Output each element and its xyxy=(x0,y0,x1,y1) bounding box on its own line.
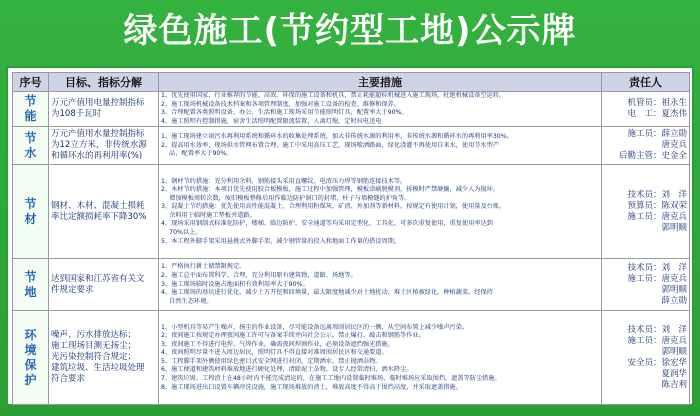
measures-cell xyxy=(159,127,602,165)
goal-cell-line: 为108千瓦时 xyxy=(51,109,102,120)
goal-cell-line: 建筑垃圾、生活垃圾处理 xyxy=(51,363,145,374)
goal-cell-line: 和循环水的再利用率(%) xyxy=(51,151,143,162)
measures-cell-line: 增加模板周转次数，废旧模板整修后用作临边防护洞口的封堵、柱子与墙模缝的护角等。 xyxy=(161,194,411,202)
measures-cell-line: 8、施工现场进出口设置车辆冲洗设施，施工现场堆放的渣土，堆放高度不得高于围挡高度，并采取遮盖措施。 xyxy=(161,383,462,391)
responsible-cell-line: 郭明顺 xyxy=(661,346,687,357)
responsible-cell-line: 施工员：唐克兵 xyxy=(627,273,687,284)
measures-cell-line: 3、施工现场临时设施占地面积有效利用率大于90%。 xyxy=(161,280,309,288)
measures-cell-line: 品，配置率大于90%。 xyxy=(161,150,233,158)
goal-cell-line: 万元产值用水量控制指标 xyxy=(51,129,145,140)
measures-cell-line: 1、优先使用国家、行业推荐的节能、高效、环保的施工设备和机具，禁止耗能超标机械进入施工现场，杜绝机械设备空运转。 xyxy=(161,92,506,99)
measures-cell-line: 7、建筑垃圾、工程渣土在48小时内不能完成清运的，在施工工地内设置临时堆场，临时堆场应采取围挡、遮盖等防尘措施。 xyxy=(161,375,501,383)
goal-cell-line: 钢材、木材、混凝土损耗 xyxy=(51,200,145,211)
measures-cell xyxy=(159,165,602,259)
category-cell-line: 保 xyxy=(24,357,37,372)
responsible-cell xyxy=(602,165,690,259)
responsible-cell-line: 郭明顺 xyxy=(661,222,687,233)
responsible-cell-line: 施工员：唐克兵 xyxy=(627,211,687,222)
responsible-cell-line: 陈吉利 xyxy=(661,379,687,390)
category-cell xyxy=(13,127,49,165)
category-cell-line: 节 xyxy=(24,130,37,145)
table-header-row xyxy=(13,73,690,92)
responsible-cell xyxy=(602,259,690,311)
category-cell-line: 护 xyxy=(24,372,37,387)
goal-cell-line: 噪声、污水排放达标； xyxy=(51,330,137,341)
header-no: 序号 xyxy=(13,73,49,92)
measures-cell xyxy=(159,92,602,127)
responsible-cell-line: 安全员：徐宏华 xyxy=(627,357,687,368)
responsible-cell-line: 后勤主管：史金全 xyxy=(618,151,687,162)
goal-cell xyxy=(49,92,159,127)
responsible-cell-line: 技术员：刘 洋 xyxy=(627,324,687,335)
measures-cell-line: 5、本工程外脚手架采用悬挑式外脚手架，减少钢管量的投入和地面工作量的搭设周期。 xyxy=(161,237,401,245)
responsible-cell-line: 技术员：刘 洋 xyxy=(627,189,687,200)
goal-cell-line: 施工现场目测无扬尘； xyxy=(51,341,137,352)
responsible-cell xyxy=(602,311,690,405)
category-cell-line: 境 xyxy=(24,342,37,357)
category-cell xyxy=(13,165,49,259)
responsible-cell-line: 唐克兵 xyxy=(661,140,687,151)
measures-cell-line: 1、施工现场建立雨污水再利用系统和循环水的收集处理系统，加大非传统水源的利用率，非传统水源和循环水的再利用率30%。 xyxy=(161,132,513,140)
measures-cell-line: 2、夜间施工按规定办理夜间施工许可与备案手续并向社会公示，禁止爆打、敲击和钢筋等作业。 xyxy=(161,332,425,340)
measures-cell-line: 5、工程脚手架外侧使用绿色密目式安全网进行封闭，定期洒水，禁止抛洒杂物。 xyxy=(161,357,382,365)
goal-cell xyxy=(49,127,159,165)
board-title: 绿色施工(节约型工地)公示牌 xyxy=(123,11,577,51)
measures-cell-line: 4、施工照明有控制措施，宿舍生活照明配置限流装置，人离灯熄，定时拉电送电 xyxy=(161,117,382,125)
measures-cell-line: 1、严格执行耕土储禁限规定。 xyxy=(161,263,246,271)
header-resp: 责任人 xyxy=(602,73,690,92)
header-goal: 目标、指标分解 xyxy=(49,73,159,92)
category-cell-line: 节 xyxy=(24,269,37,284)
category-cell-line: 水 xyxy=(24,145,37,160)
category-cell-line: 材 xyxy=(24,211,37,226)
measures-cell xyxy=(159,311,602,405)
goal-cell-line: 符合要求 xyxy=(51,374,86,385)
responsible-cell-line: 郭明顺 xyxy=(661,284,687,295)
green-construction-table xyxy=(12,72,690,405)
goal-cell-line: 件规定要求 xyxy=(51,284,94,295)
responsible-cell-line: 机管员：祖永生 xyxy=(627,98,687,109)
goal-cell-line: 率比定额损耗率下降30% xyxy=(51,211,147,222)
category-cell-line: 节 xyxy=(24,94,37,109)
category-cell xyxy=(13,259,49,311)
measures-cell-line: 4、夜间照明尽量不进入周边居民，照明灯具不得直接对准周围居民区和交通要道。 xyxy=(161,349,388,357)
table-row xyxy=(13,165,690,259)
category-cell xyxy=(13,92,49,127)
goal-cell-line: 光污染控制符合规定； xyxy=(51,352,137,363)
responsible-cell-line: 预算员：陈双荣 xyxy=(627,200,687,211)
table-row xyxy=(13,259,690,311)
measures-cell-line: 余料用于临时施工垫板并道路。 xyxy=(161,211,256,219)
goal-cell xyxy=(49,259,159,311)
table-row xyxy=(13,311,690,405)
responsible-cell-line: 施工员：薛立勋 xyxy=(627,129,687,140)
measures-cell-line: 4、施工现场的基坑进行优化，减少土方开挖和回填量，最大限度地减少对土地扰动，堆土区植被绿化，种植蔬菜，经保持 xyxy=(161,289,493,297)
category-cell-line: 地 xyxy=(24,284,37,299)
goal-cell xyxy=(49,311,159,405)
measures-cell-line: 3、合理配置各类照明设备，办公、生活和施工现场采用节能照明灯具，配置率大于90%。 xyxy=(161,109,408,117)
measures-cell-line: 4、现场采用钢制式标准化防护，楼梯、临边防护、安全通道等均采用定型化、工具化、可多次重复使用，重复使用率达到 xyxy=(161,220,493,228)
category-cell-line: 节 xyxy=(24,196,37,211)
category-cell-line: 环 xyxy=(24,327,37,342)
responsible-cell-line: 施工员：唐克兵 xyxy=(627,335,687,346)
header-measures: 主要措施 xyxy=(159,73,602,92)
table-row xyxy=(13,92,690,127)
goal-cell-line: 万元产值用电量控制指标 xyxy=(51,98,145,109)
goal-cell xyxy=(49,165,159,259)
responsible-cell-line: 薛立勋 xyxy=(661,295,687,306)
measures-cell-line: 2、施工总平面布置科学、合理，充分利用原有建筑物、道路、场地等。 xyxy=(161,271,357,279)
measures-cell-line: 3、夜间施工不得进行电焊、气焊作业，确需夜间焊割作业，必须设备遮挡强光措施。 xyxy=(161,340,394,348)
measures-cell xyxy=(159,259,602,311)
responsible-cell xyxy=(602,92,690,127)
table-row xyxy=(13,127,690,165)
measures-cell-line: 2、施工现场机械设备技术档案和各项管理制度，加强对施工设备的检查、维修和保养。 xyxy=(161,100,401,108)
measures-cell-line: 1、钢材节约措施：充分利用余料，钢筋接头采用直螺纹、电渣压力焊等钢筋连接技术等。 xyxy=(161,177,407,185)
responsible-cell xyxy=(602,127,690,165)
category-cell xyxy=(13,311,49,405)
table-panel xyxy=(6,66,694,406)
responsible-cell-line: 夏润华 xyxy=(661,368,687,379)
responsible-cell-line: 技术员：刘 洋 xyxy=(627,262,687,273)
goal-cell-line: 达到国家和江苏省有关文 xyxy=(51,273,145,284)
measures-cell-line: 2、木材节约措施：本项目优先使用胶合板模板，施工过程中加强管理，模板涂刷脱模剂，拆模时严禁硬撬，减少人为损坏， xyxy=(161,186,500,194)
measures-cell-line: 2、提高用水效率，现场供水管网布置合理，施工中采用高压工艺，现场喷洒路面，绿化浇灌不再使用自来水，使用节水型产 xyxy=(161,141,500,149)
measures-cell-line: 3、混凝土节约措施：优先使用高性能混凝土，合理利用粉煤灰、矿渣、外加剂等新材料，按规定有使用计划，使用量及台账， xyxy=(161,203,506,211)
goal-cell-line: 为12立方米，非传统水源 xyxy=(51,140,147,151)
measures-cell-line: 70%以上。 xyxy=(161,229,202,237)
measures-cell-line: 1、小型机具等易产生噪声、扬尘的作业设备，尽可能设备远离周围居民区的一侧，从空间布置上减少噪声污染。 xyxy=(161,323,469,331)
measures-cell-line: 6、施工便道和建筑材料堆放地进行硬化处理，清除泥土杂物，设专人经常清扫，洒水降尘。 xyxy=(161,366,413,374)
category-cell-line: 能 xyxy=(24,109,37,124)
measures-cell-line: 自然生态环境。 xyxy=(161,297,213,305)
responsible-cell-line: 电 工：夏杰伟 xyxy=(627,109,687,120)
